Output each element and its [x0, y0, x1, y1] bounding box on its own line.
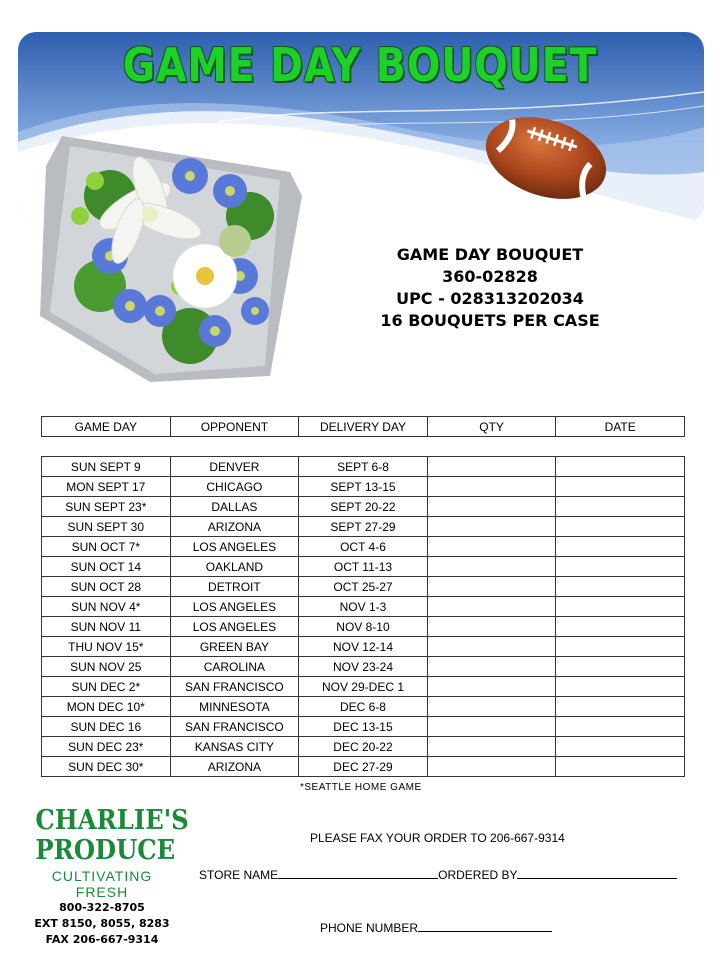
delivery-day-cell: OCT 4-6 — [299, 537, 428, 557]
table-row — [42, 697, 685, 717]
header-opponent: OPPONENT — [170, 417, 299, 437]
store-name-field[interactable] — [278, 866, 438, 879]
game-day-cell: SUN OCT 7* — [42, 537, 171, 557]
date-cell[interactable] — [556, 757, 685, 777]
delivery-day-cell: NOV 12-14 — [299, 637, 428, 657]
date-cell[interactable] — [556, 477, 685, 497]
table-row — [42, 637, 685, 657]
fax-instruction: PLEASE FAX YOUR ORDER TO 206-667-9314 — [310, 831, 565, 845]
delivery-day-cell: DEC 13-15 — [299, 717, 428, 737]
delivery-day-cell: SEPT 6-8 — [299, 457, 428, 477]
logo-line1: CHARLIE'S — [35, 805, 189, 836]
qty-cell[interactable] — [427, 457, 556, 477]
table-row — [42, 557, 685, 577]
table-row — [42, 497, 685, 517]
game-day-cell: SUN SEPT 30 — [42, 517, 171, 537]
table-row — [42, 717, 685, 737]
phone-number-label: PHONE NUMBER — [320, 921, 419, 935]
page-title: GAME DAY BOUQUET — [122, 38, 598, 92]
date-cell[interactable] — [556, 737, 685, 757]
header-game-day: GAME DAY — [42, 417, 171, 437]
delivery-day-cell: SEPT 20-22 — [299, 497, 428, 517]
qty-cell[interactable] — [427, 677, 556, 697]
delivery-day-cell: DEC 27-29 — [299, 757, 428, 777]
delivery-day-cell: OCT 25-27 — [299, 577, 428, 597]
game-day-cell: THU NOV 15* — [42, 637, 171, 657]
game-day-cell: SUN NOV 4* — [42, 597, 171, 617]
delivery-day-cell: NOV 1-3 — [299, 597, 428, 617]
opponent-cell: DALLAS — [170, 497, 299, 517]
game-day-cell: SUN DEC 2* — [42, 677, 171, 697]
date-cell[interactable] — [556, 677, 685, 697]
table-row — [42, 677, 685, 697]
opponent-cell: GREEN BAY — [170, 637, 299, 657]
delivery-day-cell: SEPT 27-29 — [299, 517, 428, 537]
table-row — [42, 617, 685, 637]
item-number: 360-02828 — [442, 267, 538, 286]
schedule-table — [41, 456, 685, 777]
opponent-cell: KANSAS CITY — [170, 737, 299, 757]
game-day-cell: SUN DEC 16 — [42, 717, 171, 737]
header-qty: QTY — [427, 417, 556, 437]
contact-phone: 800-322-8705 — [59, 901, 145, 914]
date-cell[interactable] — [556, 537, 685, 557]
date-cell[interactable] — [556, 497, 685, 517]
logo-tagline: CULTIVATING FRESH — [51, 868, 153, 900]
delivery-day-cell: NOV 29-DEC 1 — [299, 677, 428, 697]
qty-cell[interactable] — [427, 617, 556, 637]
delivery-day-cell: DEC 20-22 — [299, 737, 428, 757]
schedule-header — [41, 416, 685, 437]
date-cell[interactable] — [556, 637, 685, 657]
ordered-by-label: ORDERED BY — [438, 868, 518, 882]
game-day-cell: SUN OCT 14 — [42, 557, 171, 577]
table-row — [42, 657, 685, 677]
qty-cell[interactable] — [427, 757, 556, 777]
opponent-cell: OAKLAND — [170, 557, 299, 577]
logo-line2: PRODUCE — [35, 835, 176, 866]
qty-cell[interactable] — [427, 657, 556, 677]
product-info — [340, 244, 640, 332]
header-delivery-day: DELIVERY DAY — [299, 417, 428, 437]
contact-fax: FAX 206-667-9314 — [45, 933, 159, 946]
contact-info — [28, 900, 176, 948]
opponent-cell: LOS ANGELES — [170, 597, 299, 617]
opponent-cell: CAROLINA — [170, 657, 299, 677]
phone-row — [320, 919, 552, 935]
case-pack: 16 BOUQUETS PER CASE — [380, 311, 600, 330]
qty-cell[interactable] — [427, 517, 556, 537]
home-game-footnote: *SEATTLE HOME GAME — [300, 782, 422, 793]
table-row — [42, 537, 685, 557]
game-day-cell: MON SEPT 17 — [42, 477, 171, 497]
game-day-cell: SUN DEC 30* — [42, 757, 171, 777]
upc-code: UPC - 028313202034 — [396, 289, 584, 308]
game-day-cell: SUN NOV 25 — [42, 657, 171, 677]
table-row — [42, 757, 685, 777]
bouquet-image — [40, 136, 306, 382]
game-day-cell: SUN NOV 11 — [42, 617, 171, 637]
qty-cell[interactable] — [427, 477, 556, 497]
table-row — [42, 737, 685, 757]
date-cell[interactable] — [556, 557, 685, 577]
opponent-cell: DENVER — [170, 457, 299, 477]
date-cell[interactable] — [556, 697, 685, 717]
qty-cell[interactable] — [427, 537, 556, 557]
date-cell[interactable] — [556, 577, 685, 597]
table-row — [42, 517, 685, 537]
opponent-cell: ARIZONA — [170, 757, 299, 777]
game-day-cell: SUN OCT 28 — [42, 577, 171, 597]
qty-cell[interactable] — [427, 497, 556, 517]
store-ordered-row — [199, 866, 677, 882]
table-row — [42, 477, 685, 497]
game-day-cell: MON DEC 10* — [42, 697, 171, 717]
opponent-cell: SAN FRANCISCO — [170, 717, 299, 737]
qty-cell[interactable] — [427, 577, 556, 597]
opponent-cell: ARIZONA — [170, 517, 299, 537]
date-cell[interactable] — [556, 717, 685, 737]
delivery-day-cell: DEC 6-8 — [299, 697, 428, 717]
date-cell[interactable] — [556, 657, 685, 677]
phone-number-field[interactable] — [418, 919, 552, 932]
date-cell[interactable] — [556, 617, 685, 637]
opponent-cell: SAN FRANCISCO — [170, 677, 299, 697]
opponent-cell: DETROIT — [170, 577, 299, 597]
football-icon — [482, 110, 610, 206]
qty-cell[interactable] — [427, 557, 556, 577]
contact-ext: EXT 8150, 8055, 8283 — [34, 917, 170, 930]
qty-cell[interactable] — [427, 597, 556, 617]
table-row — [42, 597, 685, 617]
game-day-cell: SUN SEPT 23* — [42, 497, 171, 517]
header-row — [42, 417, 685, 437]
opponent-cell: LOS ANGELES — [170, 537, 299, 557]
game-day-cell: SUN DEC 23* — [42, 737, 171, 757]
date-cell[interactable] — [556, 457, 685, 477]
delivery-day-cell: NOV 8-10 — [299, 617, 428, 637]
opponent-cell: CHICAGO — [170, 477, 299, 497]
product-name: GAME DAY BOUQUET — [396, 245, 584, 264]
header-date: DATE — [556, 417, 685, 437]
qty-cell[interactable] — [427, 637, 556, 657]
opponent-cell: LOS ANGELES — [170, 617, 299, 637]
ordered-by-field[interactable] — [517, 866, 677, 879]
date-cell[interactable] — [556, 597, 685, 617]
opponent-cell: MINNESOTA — [170, 697, 299, 717]
game-day-cell: SUN SEPT 9 — [42, 457, 171, 477]
charlies-produce-logo — [28, 805, 189, 900]
store-name-label: STORE NAME — [199, 868, 279, 882]
delivery-day-cell: SEPT 13-15 — [299, 477, 428, 497]
date-cell[interactable] — [556, 517, 685, 537]
qty-cell[interactable] — [427, 737, 556, 757]
qty-cell[interactable] — [427, 717, 556, 737]
delivery-day-cell: OCT 11-13 — [299, 557, 428, 577]
table-row — [42, 577, 685, 597]
delivery-day-cell: NOV 23-24 — [299, 657, 428, 677]
qty-cell[interactable] — [427, 697, 556, 717]
table-row — [42, 457, 685, 477]
